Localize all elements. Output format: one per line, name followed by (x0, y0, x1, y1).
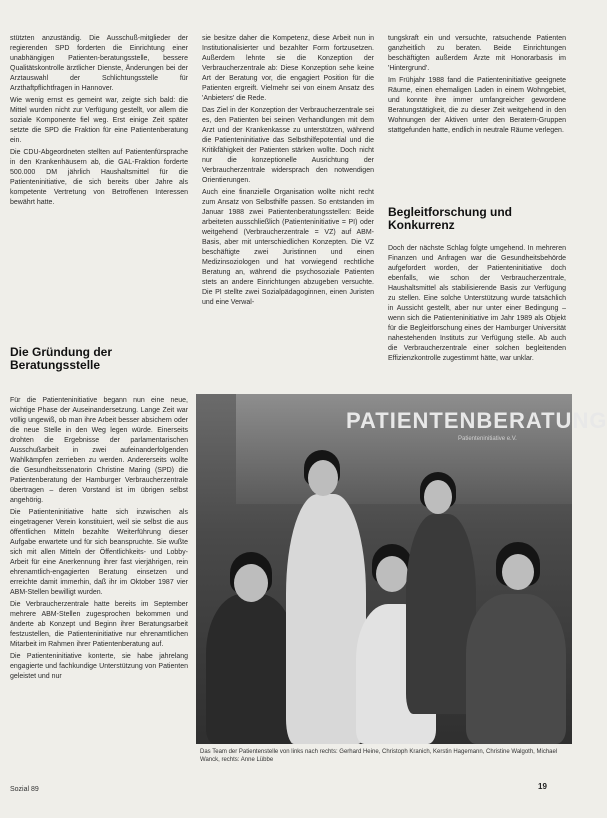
person-5-face (502, 554, 534, 590)
paragraph: Doch der nächste Schlag folgte umgehend. In mehreren Finanzen und Anfragen war die Gesundheitsbehörde aufgefordert worden, der Patienteninitiative doch ebenfalls, wie schon der Verbraucherzentrale, Haushaltsmittel als stabilisierende Basis zur Verfügung zu stellen. Eine solche Unterstützung wurde tatsächlich in Aussicht gestellt, aber nur unter einer Bedingung – wenn sich die Patienteninitiative im Jahr 1989 als Objekt für die Begleitforschung eines der Hamburger Universität nahestehenden Instituts zur Verfügung stelle. Ab auch die Verbraucherzentrale einer solchen begleitenden Effizienzkontrolle zugestimmt hätte, war unklar. (388, 245, 566, 362)
paragraph: Die Patienteninitiative hatte sich inzwischen als eingetragener Verein konstituiert, weil sie selbst die aus öffentlichen Mitteln bezahlte Weiterführung dieser Aufgabe erwartete und für sich beanspruchte. Sie wußte sich mit allen Mitteln der Öffentlichkeits- und Lobby-Arbeit für eine Anerkennung ihrer fast vierjährigen, rein ehrenamtlich-engagierten Beratung einsetzen und erreichte damit immerhin, daß ihr im Oktober 1987 vier ABM-Stellen bewilligt wurden. (10, 509, 188, 596)
paragraph: Die Verbraucherzentrale hatte bereits im September mehrere ABM-Stellen zugesprochen bekommen und änderte ab Konzept und Beginn ihrer Beratungsarbeit festzustellen, die Patienteninitiative nur ehrenamtlichen Mitarbeit im Rahmen ihrer Patientenberatung auf. (10, 601, 188, 648)
person-2 (286, 494, 366, 744)
person-3-face (376, 556, 408, 592)
person-4-face (424, 480, 452, 514)
person-2-face (308, 460, 338, 496)
paragraph: Für die Patienteninitiative begann nun eine neue, wichtige Phase der Auseinandersetzung. Lange Zeit war völlig ungewiß, ob man ihre Arbeit besser absichern oder die neue Stelle in den Weg legen würde. Einerseits drohten die Ergebnisse der parlamentarischen Ausschußarbeit in zwei aufeinanderfolgenden Wahlkämpfen zerrieben zu werden. Andererseits wollte die Gesundheitssenatorin Christine Maring (SPD) die Patientenberatung der Hamburger Verbraucherzentrale übertragen – deren Vorstand ist im übrigen selbst angehörig. (10, 397, 188, 504)
paragraph: Im Frühjahr 1988 fand die Patienteninitiative geeignete Räume, einen ehemaligen Laden in einem Wohngebiet, und konnte ihre immer umfangreicher gewordene Beratungstätigkeit, die zu dieser Zeit weitgehend in den Wohnungen der Aktiven unter den Beratern-Gruppen stattgefunden hatte, endlich in neutrale Räume verlegen. (388, 77, 566, 134)
person-5 (466, 594, 566, 744)
text-column-3 (388, 34, 566, 184)
section-heading: Die Gründung der Beratungsstelle (10, 345, 112, 372)
person-1 (206, 594, 296, 744)
text-column-2 (202, 34, 374, 379)
paragraph: tungskraft ein und versuchte, ratsuchende Patienten ganzheitlich zu beraten. Beide Einrichtungen beschäftigten außerdem Ärzte mit Honorarbasis im 'Hintergrund'. (388, 35, 566, 72)
paragraph: sie besitze daher die Kompetenz, diese Arbeit nun in Institutionalisierter und bezahlter Form fortzusetzen. Außerdem lehnte sie die Konzeption der Verbraucherzentrale ab: Diese Konzeption sehe keine Art der Beratung vor, die engagiert Position für die Patienten ergreift. Vielmehr sei von einem Ansatz des 'Anbieters' die Rede. (202, 35, 374, 102)
paragraph: Auch eine finanzielle Organisation wollte nicht recht zum Ansatz von Selbsthilfe passen. So entstanden im Januar 1988 zwei Patientenberatungsstellen: Beide arbeiteten ausschließlich (Patienteninitiative = PI) oder weitgehend (Verbraucherzentrale = VZ) auf ABM-Basis, aber mit unterschiedlichen Konzepten. Die VZ beschäftigte zwei Juristinnen und einen Medizinsoziologen und hat vorwiegend rechtliche Beratung an, während die psychosoziale Patienten stets an andere Einrichtungen abzugeben versuchte. Die PI stellte zwei Sozialpädagoginnen, einen Juristen und eine Verwal- (202, 189, 374, 306)
sign-text: PATIENTENBERATUNG (346, 408, 607, 433)
person-1-face (234, 564, 268, 602)
footer-publication: Sozial 89 (10, 786, 39, 793)
text-column-1 (10, 34, 188, 364)
text-column-1-continued (10, 396, 188, 756)
paragraph: Wie wenig ernst es gemeint war, zeigte sich bald: die Mittel wurden nicht zur Verfügung gestellt, vor allem die soziale Komponente fiel weg. Erst einige Zeit später setzte die SPD die Fraktion für eine Patientenberatung ein. (10, 97, 188, 144)
team-photo (196, 394, 607, 744)
paragraph: stützten anzuständig. Die Ausschuß-mitglieder der regierenden SPD forderten die Einrichtung einer unabhängigen Patienten-beratungsstelle, bessere Qualitätskontrolle ärztlicher Dienste, Änderungen bei der Arztauswahl der Schlichtungsstelle für Arzthaftpflichtfragen in Hannover. (10, 35, 188, 92)
paragraph: Die Patienteninitiative konterte, sie habe jahrelang engagierte und fachkundige Unterstützung von Patienten geleistet und nur (10, 653, 188, 680)
paragraph: Die CDU-Abgeordneten stellten auf Patientenfürsprache in den Krankenhäusern ab, die GAL-Fraktion forderte 500.000 DM jährlich Haushaltsmittel für die Patienteninitiative, die sich bereits über Jahre als kompetente Vertretung von Betroffenen Interessen bewährt hatte. (10, 149, 188, 206)
photo-caption: Das Team der Patientenstelle von links nach rechts: Gerhard Heine, Christoph Kranich, Kerstin Hagemann, Christine Walgoth, Michael Wanck, rechts: Anne Lübbe (200, 749, 558, 763)
paragraph: Das Ziel in der Konzeption der Verbraucherzentrale sei es, den Patienten bei seinen Verhandlungen mit dem Arzt und der Krankenkasse zu unterstützen, während die Patienteninitiative das Selbsthilfepotential und die Kritikfähigkeit der Patienten stärken wollte. Doch nicht nur die konzeptionelle Ausrichtung der Verbraucherzentrale widersprach den notwendigen Orientierungen. (202, 107, 374, 184)
section-heading: Begleitforschung und Konkurrenz (388, 205, 512, 232)
text-column-3-continued (388, 244, 566, 384)
sign-subtext: Patienteninitiative e.V. (458, 436, 517, 442)
page-number: 19 (538, 782, 547, 791)
